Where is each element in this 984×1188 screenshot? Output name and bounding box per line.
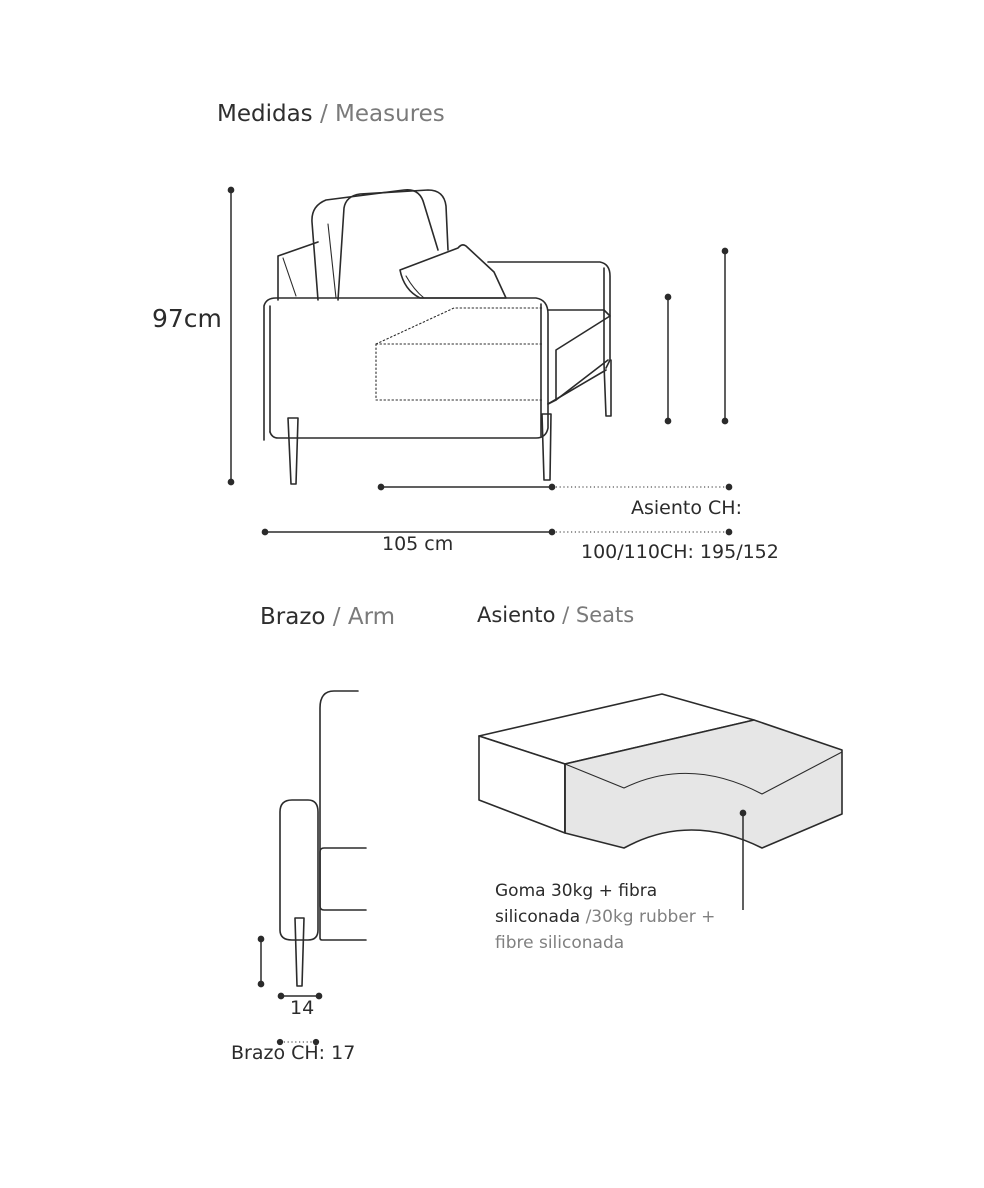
seats-heading-es: Asiento (477, 603, 556, 627)
measures-heading-es: Medidas (217, 101, 313, 127)
material-line-2-es: siliconada (495, 907, 586, 927)
arm-heading-en: Arm (347, 604, 396, 630)
dimension-lines-arm (258, 936, 321, 1044)
arm-height-label: Brazo CH: 17 (231, 1042, 356, 1064)
measures-heading-en: Measures (335, 101, 445, 127)
width-models-label: 100/110CH: 195/152 (581, 541, 779, 563)
arm-width-label: 14 (290, 997, 315, 1019)
material-line-2-en: /30kg rubber + (585, 907, 716, 927)
sofa-illustration (264, 190, 611, 484)
seat-cushion-illustration (479, 694, 842, 848)
material-line-3: fibre siliconada (495, 933, 625, 953)
arm-heading-es: Brazo (260, 604, 326, 630)
arm-illustration (280, 691, 366, 986)
seats-heading-en: Seats (575, 603, 635, 627)
material-line-1: Goma 30kg + fibra (495, 881, 658, 901)
arm-heading-sep: / (325, 604, 348, 630)
height-label: 97cm (152, 304, 222, 333)
seats-heading (477, 603, 634, 627)
material-line-2 (495, 907, 715, 927)
measures-heading-sep: / (312, 101, 336, 127)
dimension-lines-sofa (228, 187, 731, 534)
depth-label: 105 cm (382, 533, 454, 555)
seats-heading-sep: / (555, 603, 576, 627)
measures-heading (217, 101, 445, 127)
seat-height-label: Asiento CH: (631, 497, 742, 519)
arm-heading (260, 604, 395, 630)
